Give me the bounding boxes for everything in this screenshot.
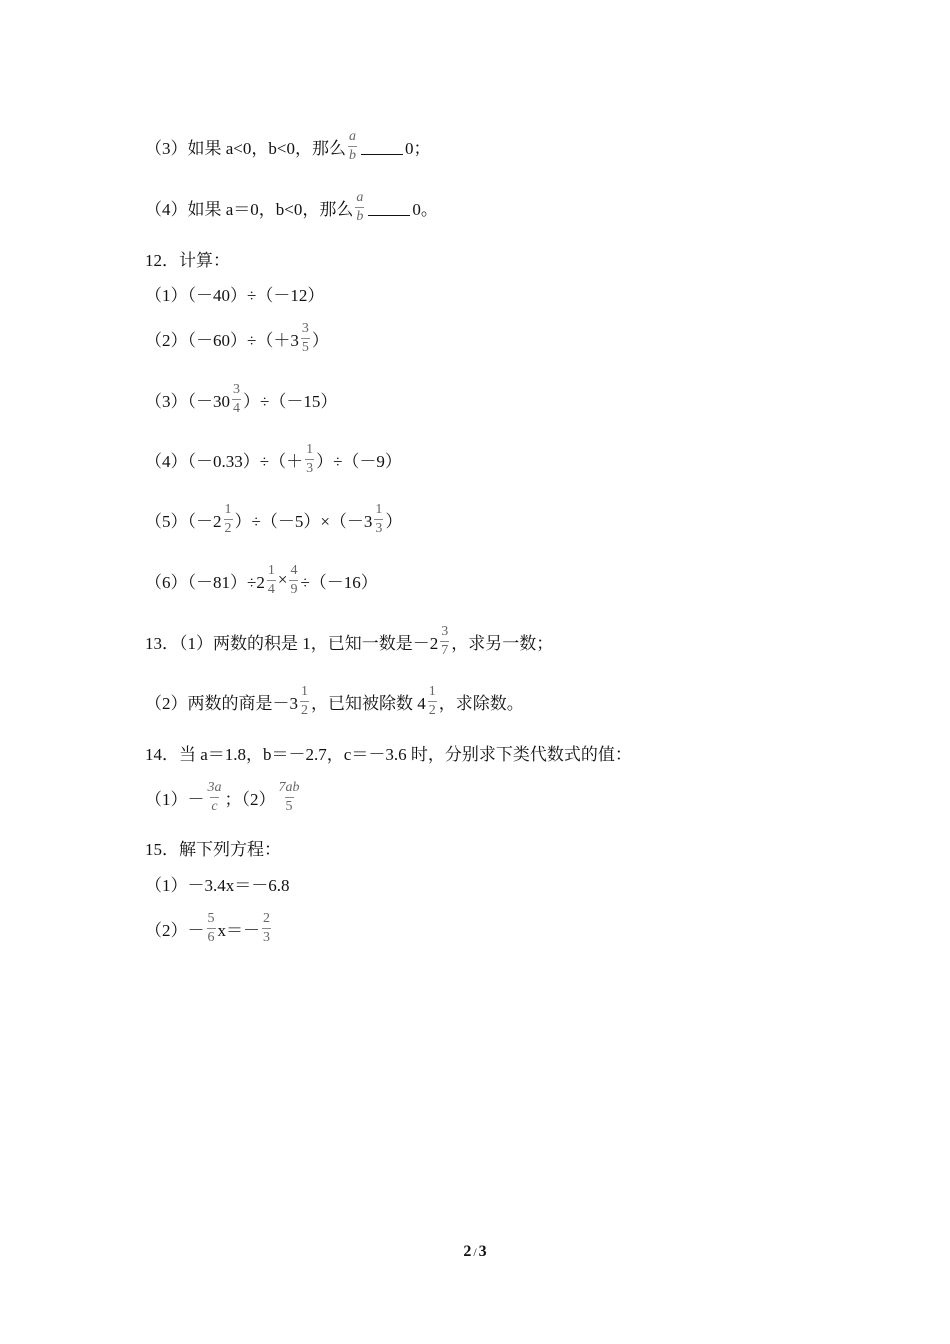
q11-part4-text: （4）如果 a＝0，b<0，那么 — [145, 199, 354, 219]
fraction: $\frac{1}{2}$ — [224, 501, 232, 536]
q15-title: 15．解下列方程： — [145, 839, 281, 859]
fraction: $\frac{5}{6}$ — [207, 910, 215, 945]
q14-expressions: （1）－ $\frac{3a}{c}$ ；（2） $\frac{7ab}{5}$ — [145, 779, 300, 814]
q12-part2: （2）（－60）÷（＋3 $\frac{3}{5}$ ） — [145, 320, 329, 355]
q11-part3-text: （3）如果 a<0，b<0，那么 — [145, 138, 346, 158]
fraction: $\frac{1}{2}$ — [301, 683, 308, 718]
fraction: $\frac{1}{3}$ — [375, 501, 383, 536]
q15-part2: （2）－ $\frac{5}{6}$ x＝－ $\frac{2}{3}$ — [145, 910, 270, 945]
fraction: $\frac{7ab}{5}$ — [278, 779, 300, 814]
fraction: $\frac{3}{7}$ — [441, 623, 449, 658]
fraction: $\frac{1}{2}$ — [428, 683, 436, 718]
page-number: 2 / 3 — [463, 1243, 487, 1260]
q11-part4: （4）如果 a＝0，b<0，那么 $\frac{a}{b}$ 0。 — [145, 189, 438, 224]
q12-part4: （4）（－0.33）÷（＋ $\frac{1}{3}$ ）÷（－9） — [145, 441, 402, 476]
q12-part6: （6）（－81）÷2 $\frac{1}{4}$ × $\frac{4}{9}$ ÷（－16） — [145, 562, 378, 597]
q11-part3: （3）如果 a<0，b<0，那么 $\frac{a}{b}$ 0； — [145, 128, 431, 163]
q13-part1: 13．（1）两数的积是 1，已知一数是－2 $\frac{3}{7}$ ，求另一数； — [145, 623, 554, 658]
q13-part2: （2）两数的商是－3 $\frac{1}{2}$ ，已知被除数 4 $\frac{1}{2}$ ，求除数。 — [145, 683, 524, 718]
fraction: $\frac{1}{4}$ — [267, 562, 275, 597]
q15-part1: （1）－3.4x＝－6.8 — [145, 875, 290, 895]
q12-part1: （1）（－40）÷（－12） — [145, 285, 325, 305]
answer-blank — [368, 199, 410, 216]
fraction: $\frac{3a}{c}$ — [207, 779, 222, 814]
fraction: $\frac{4}{9}$ — [290, 562, 298, 597]
fraction: $\frac{3}{4}$ — [233, 381, 240, 416]
fraction-a-over-b: $\frac{a}{b}$ — [356, 189, 364, 224]
fraction: $\frac{2}{3}$ — [263, 910, 270, 945]
q12-title: 12．计算： — [145, 250, 230, 270]
q12-part3: （3）（－30 $\frac{3}{4}$ ）÷（－15） — [145, 381, 338, 416]
fraction-a-over-b: $\frac{a}{b}$ — [348, 128, 356, 163]
fraction: $\frac{3}{5}$ — [301, 320, 309, 355]
q14-title: 14．当 a＝1.8，b＝－2.7，c＝－3.6 时，分别求下类代数式的值： — [145, 744, 632, 764]
fraction: $\frac{1}{3}$ — [306, 441, 314, 476]
q12-part5: （5）（－2 $\frac{1}{2}$ ）÷（－5）×（－3 $\frac{1}{3}$ ） — [145, 501, 403, 536]
answer-blank — [361, 138, 403, 155]
